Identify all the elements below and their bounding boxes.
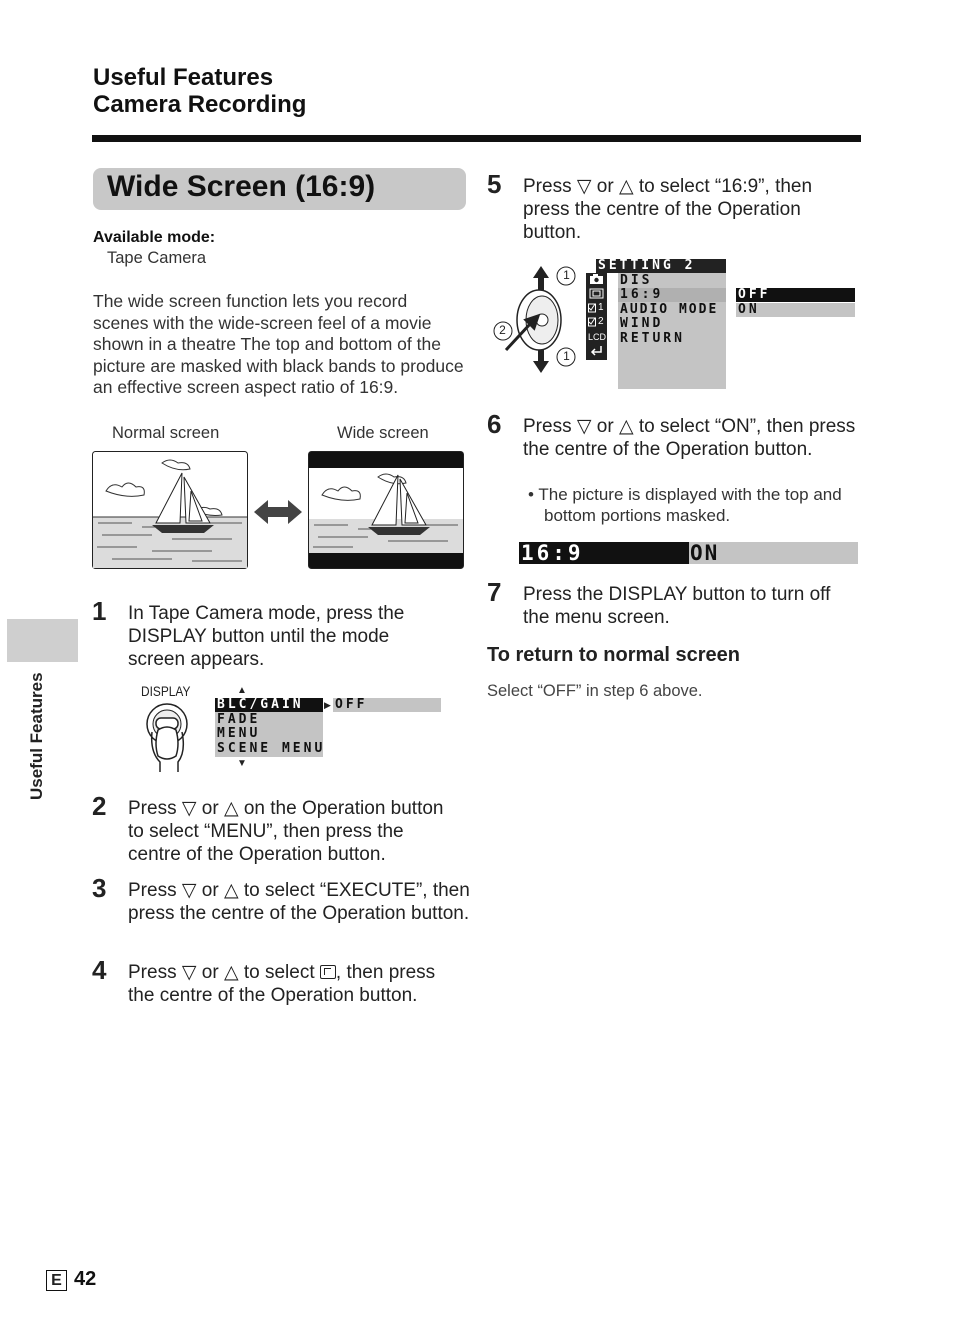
step-3-number: 3 <box>92 873 107 903</box>
step-2-text-a: Press <box>128 798 182 819</box>
lcd-icon: LCD <box>588 332 607 342</box>
step-4-number: 4 <box>92 955 107 985</box>
setting-2-icon <box>588 317 596 327</box>
pointer-arrow-icon: ▶ <box>324 700 331 710</box>
step-4-text <box>128 961 458 1007</box>
menu2-item-dis: DIS <box>620 273 653 288</box>
menu2-item-wind: WIND <box>620 316 664 331</box>
wide-screen-illustration <box>308 451 465 570</box>
step-4-text-d: , then press the centre of the Operation button. <box>128 962 436 1006</box>
step-2-number: 2 <box>92 791 107 821</box>
header-rule <box>92 135 861 142</box>
step-2-text-c: on the Operation button to select “MENU”, then press the centre of the Operation button. <box>128 798 444 865</box>
step-3-text-a: Press <box>128 880 182 901</box>
step-6-bullet: • The picture is displayed with the top and bottom portions masked. <box>528 485 842 525</box>
down-triangle-icon: ▽ <box>181 798 197 819</box>
available-mode-value: Tape Camera <box>107 249 207 267</box>
step-5-text <box>523 175 858 244</box>
double-arrow-icon <box>252 496 304 528</box>
normal-screen-label: Normal screen <box>112 424 220 442</box>
menu2-item-169: 16:9 <box>620 287 664 302</box>
setting-1-number: 1 <box>598 302 604 313</box>
step-7-text: Press the DISPLAY button to turn off the menu screen. <box>523 584 831 628</box>
down-triangle-icon: ▽ <box>181 962 197 983</box>
step-6-text-b: or <box>591 416 619 437</box>
osd-169-label: 16:9 <box>519 542 689 564</box>
setting-2-number: 2 <box>598 316 604 327</box>
header-line1: Useful Features <box>93 64 274 91</box>
menu2-heading: SETTING 2 <box>596 259 726 273</box>
return-icon <box>589 345 604 357</box>
step-4-text-c: to select <box>238 962 320 983</box>
step-1-text: In Tape Camera mode, press the DISPLAY button until the mode screen appears. <box>128 603 405 670</box>
step-4-text-a: Press <box>128 962 182 983</box>
setting-tab-icon <box>320 965 336 979</box>
step-6-number: 6 <box>487 409 502 439</box>
up-triangle-icon: △ <box>223 798 239 819</box>
step-4-text-b: or <box>196 962 224 983</box>
side-tab-label: Useful Features <box>27 672 46 800</box>
menu1-item-menu: MENU <box>217 726 261 741</box>
menu1-item-scene-menu: SCENE MENU <box>217 741 326 756</box>
setting-1-icon <box>588 303 596 313</box>
up-triangle-icon: △ <box>223 962 239 983</box>
return-text: Select “OFF” in step 6 above. <box>487 682 703 700</box>
step-2-text-b: or <box>196 798 224 819</box>
page-title: Wide Screen (16:9) <box>107 170 376 203</box>
menu1-item-fade: FADE <box>217 712 261 727</box>
menu2-item-return: RETURN <box>620 331 685 346</box>
normal-screen-illustration <box>92 451 249 570</box>
callout-2: 2 <box>499 323 506 337</box>
display-button-label: DISPLAY <box>141 683 191 699</box>
setting-tab-icon <box>589 288 604 299</box>
intro-text: The wide screen function lets you record scenes with the wide-screen feel of a movie shown in a theatre The top and bottom of the picture are masked with black bands to produce an effective screen aspect ratio of 16:9. <box>93 291 464 397</box>
down-arrow-icon: ▼ <box>237 758 247 769</box>
step-2-text <box>128 797 458 866</box>
step-6-text <box>523 415 858 461</box>
section-header <box>93 64 306 118</box>
step-5-text-b: or <box>591 176 619 197</box>
down-triangle-icon: ▽ <box>576 176 592 197</box>
callout-1-top: 1 <box>563 268 570 282</box>
down-triangle-icon: ▽ <box>576 416 592 437</box>
step-5-number: 5 <box>487 169 502 199</box>
step-5-text-a: Press <box>523 176 577 197</box>
up-triangle-icon: △ <box>223 880 239 901</box>
step-3-text <box>128 879 473 925</box>
menu1-value: OFF <box>333 698 441 712</box>
step-6-text-c: to select “ON”, then press the centre of the Operation button. <box>523 416 856 460</box>
wide-screen-label: Wide screen <box>337 424 429 442</box>
osd-169-value: ON <box>689 542 858 564</box>
return-heading: To return to normal screen <box>487 644 741 666</box>
display-button-icon <box>140 700 196 774</box>
footer-letter-box: E <box>46 1270 67 1291</box>
menu1-item-blc-gain: BLC/GAIN <box>215 698 323 712</box>
up-triangle-icon: △ <box>618 176 634 197</box>
down-triangle-icon: ▽ <box>181 880 197 901</box>
up-arrow-icon: ▲ <box>237 685 247 696</box>
menu2-item-audio-mode: AUDIO MODE <box>620 302 719 317</box>
page-number: 42 <box>74 1268 97 1290</box>
callout-1-bottom: 1 <box>563 349 570 363</box>
header-line2: Camera Recording <box>93 91 307 118</box>
step-1-number: 1 <box>92 596 107 626</box>
side-tab <box>7 619 78 662</box>
up-triangle-icon: △ <box>618 416 634 437</box>
menu2-option-on: ON <box>736 303 855 317</box>
step-3-text-b: or <box>196 880 224 901</box>
available-mode-label: Available mode: <box>93 229 216 246</box>
step-3-text-c: to select “EXECUTE”, then press the centre of the Operation button. <box>128 880 470 924</box>
title-box <box>93 168 466 210</box>
menu2-option-off: OFF <box>736 288 855 302</box>
step-5-text-c: to select “16:9”, then press the centre of the Operation button. <box>523 176 813 243</box>
step-7-number: 7 <box>487 577 502 607</box>
step-6-text-a: Press <box>523 416 577 437</box>
camera-icon <box>589 274 604 284</box>
